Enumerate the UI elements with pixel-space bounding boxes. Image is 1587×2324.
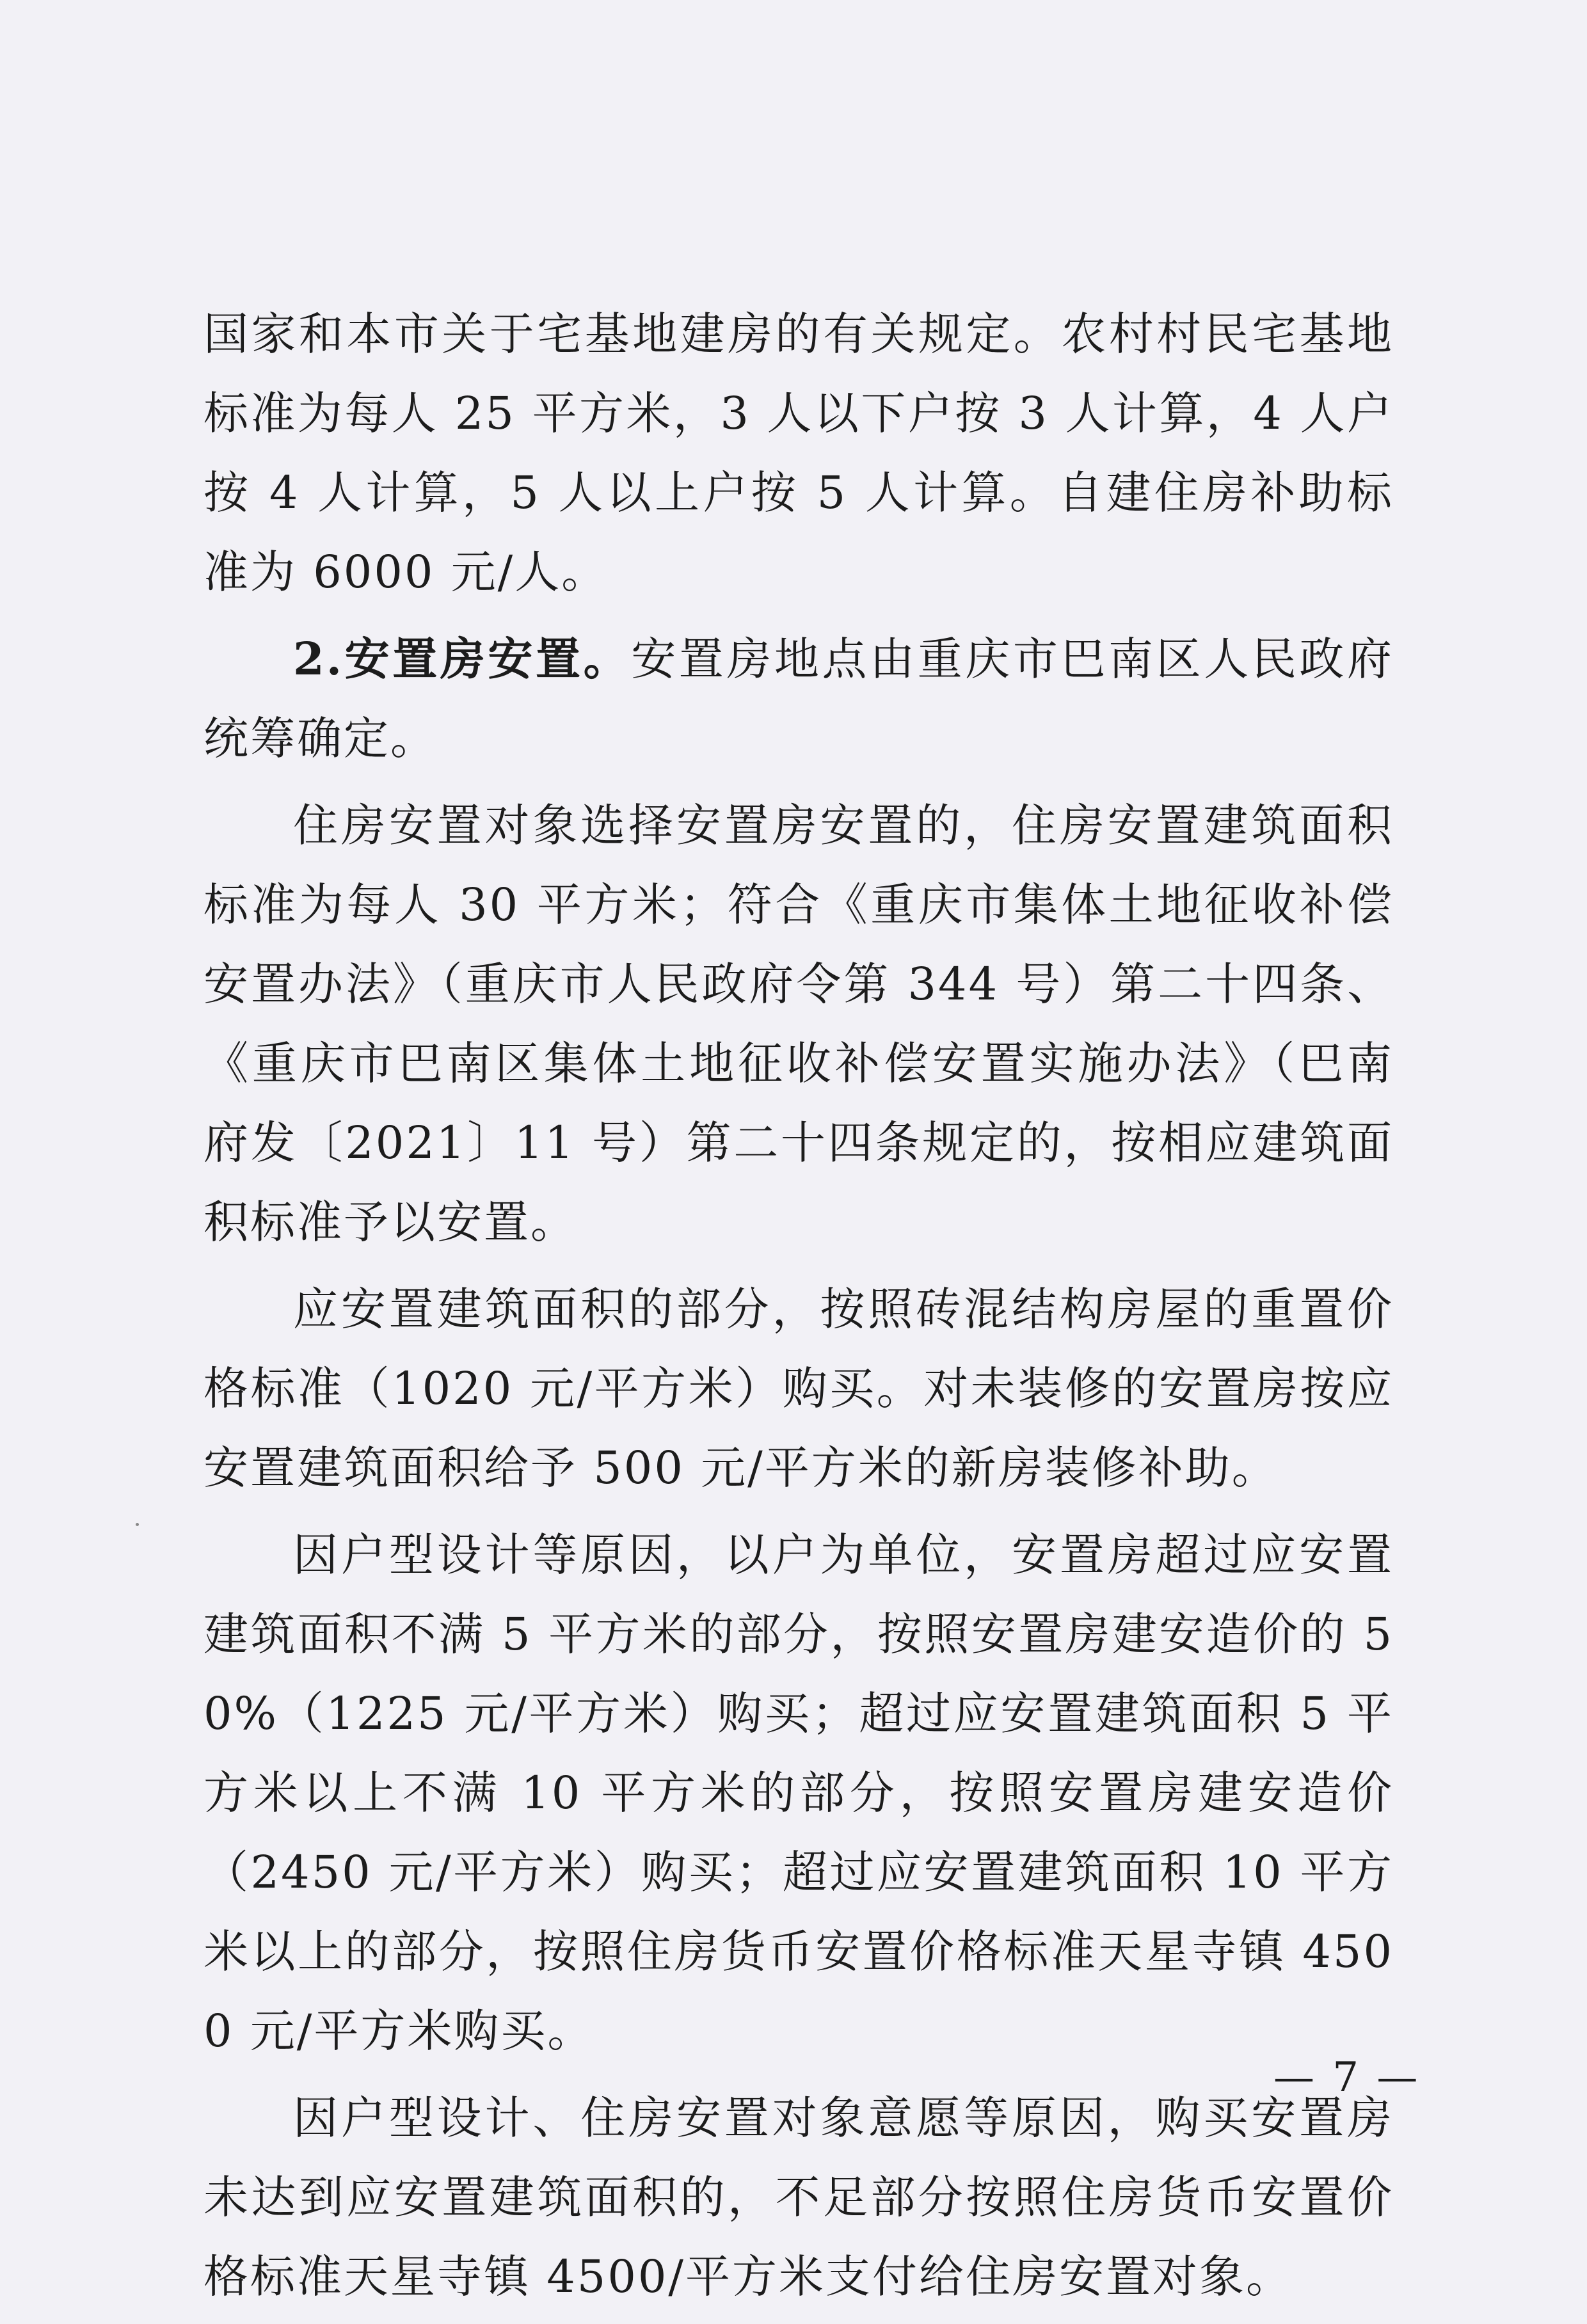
document-body	[203, 294, 1394, 2324]
scan-speck	[136, 1523, 139, 1526]
paragraph-homestead-standard	[203, 294, 1394, 612]
paragraph-area-standard	[203, 786, 1394, 1262]
section-heading: 2.安置房安置。	[293, 632, 632, 685]
paragraph-shortfall-area	[203, 2078, 1394, 2316]
paragraph-text: 应安置建筑面积的部分，按照砖混结构房屋的重置价格标准（1020 元/平方米）购买。对未装修的安置房按应安置建筑面积给予 500 元/平方米的新房装修补助。	[203, 1283, 1394, 1494]
paragraph-text: 安置房地点由重庆市巴南区人民政府统筹确定。	[203, 633, 1394, 765]
paragraph-text: 住房安置对象选择安置房安置的，住房安置建筑面积标准为每人 30 平方米；符合《重庆市集体土地征收补偿安置办法》（重庆市人民政府令第 344 号）第二十四条、《重庆市巴南区集体土地征收补偿安置实施办法》（巴南府发〔2021〕11 号）第二十四条规定的，按相应建筑面积标准予以安置。	[203, 799, 1394, 1248]
paragraph-excess-area	[203, 1515, 1394, 2071]
paragraph-purchase-price	[203, 1269, 1394, 1508]
paragraph-text: 因户型设计等原因，以户为单位，安置房超过应安置建筑面积不满 5 平方米的部分，按照安置房建安造价的 50%（1225 元/平方米）购买；超过应安置建筑面积 5 平方米以上不满 10 平方米的部分，按照安置房建安造价（2450 元/平方米）购买；超过应安置建筑面积 10 平方米以上的部分，按照住房货币安置价格标准天星寺镇 4500 元/平方米购买。	[203, 1529, 1394, 2057]
paragraph-text: 因户型设计、住房安置对象意愿等原因，购买安置房未达到应安置建筑面积的，不足部分按照住房货币安置价格标准天星寺镇 4500/平方米支付给住房安置对象。	[203, 2092, 1394, 2303]
page-number: — 7 —	[1273, 2054, 1421, 2101]
paragraph-resettlement-housing	[203, 619, 1394, 778]
paragraph-text: 国家和本市关于宅基地建房的有关规定。农村村民宅基地标准为每人 25 平方米，3 人以下户按 3 人计算，4 人户按 4 人计算，5 人以上户按 5 人计算。自建住房补助标准为 6000 元/人。	[203, 308, 1394, 598]
